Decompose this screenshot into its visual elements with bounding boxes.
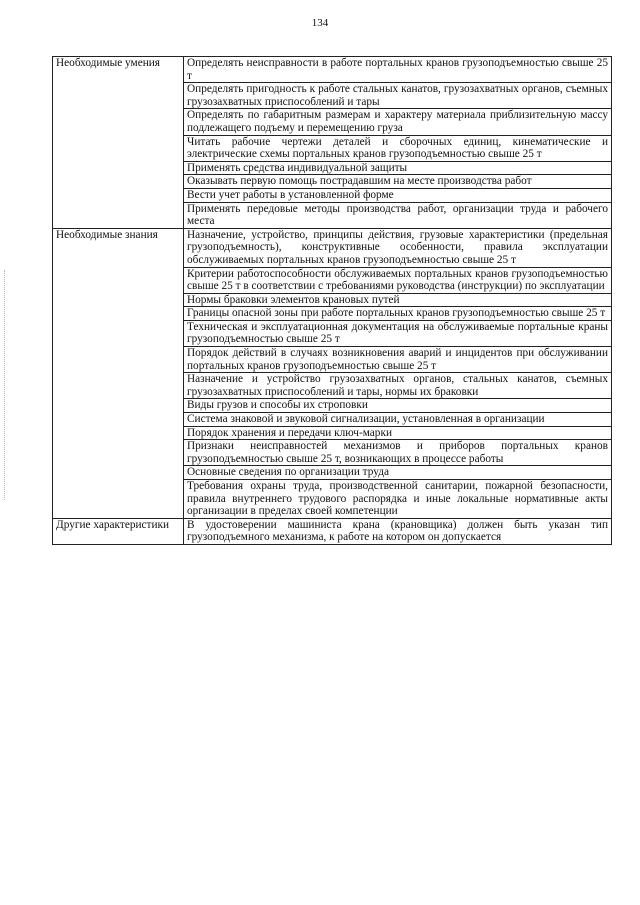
category-other-characteristics: Другие характеристики xyxy=(53,518,184,544)
requirement-item: Виды грузов и способы их строповки xyxy=(184,399,612,413)
scan-edge-mark xyxy=(4,270,6,500)
requirement-item: Применять передовые методы производства работ, организации труда и рабочего места xyxy=(184,202,612,228)
requirement-item: Читать рабочие чертежи деталей и сборочных единиц, кинематические и электрические схемы портальных кранов грузоподъемностью свыше 25 т xyxy=(184,135,612,161)
requirement-item: Назначение и устройство грузозахватных органов, стальных канатов, съемных грузозахватных приспособлений и тары, нормы их браковки xyxy=(184,373,612,399)
table-row xyxy=(53,518,612,544)
requirement-item: Признаки неисправностей механизмов и приборов портальных кранов грузоподъемностью свыше 25 т, возникающих в процессе работы xyxy=(184,440,612,466)
requirement-item: Определять по габаритным размерам и характеру материала приблизительную массу подлежащего подъему и перемещению груза xyxy=(184,109,612,135)
requirement-item: Границы опасной зоны при работе портальных кранов грузоподъемностью свыше 25 т xyxy=(184,307,612,321)
page-number: 134 xyxy=(311,17,329,29)
requirement-item: Порядок действий в случаях возникновения аварий и инцидентов при обслуживании портальных кранов грузоподъемностью свыше 25 т xyxy=(184,347,612,373)
requirement-item: Применять средства индивидуальной защиты xyxy=(184,161,612,175)
requirement-item: Оказывать первую помощь пострадавшим на месте производства работ xyxy=(184,175,612,189)
requirement-item: Требования охраны труда, производственной санитарии, пожарной безопасности, правила внутреннего трудового распорядка и иные локальные нормативные акты организации в пределах своей компетенции xyxy=(184,480,612,519)
requirement-item: В удостоверении машиниста крана (крановщика) должен быть указан тип грузоподъемного механизма, к работе на котором он допускается xyxy=(184,518,612,544)
requirement-item: Назначение, устройство, принципы действия, грузовые характеристики (предельная грузоподъемность), конструктивные особенности, правила эксплуатации обслуживаемых портальных кранов грузоподъемностью свыше 25 т xyxy=(184,228,612,267)
requirement-item: Определять неисправности в работе портальных кранов грузоподъемностью свыше 25 т xyxy=(184,57,612,83)
requirement-item: Основные сведения по организации труда xyxy=(184,466,612,480)
requirement-item: Нормы браковки элементов крановых путей xyxy=(184,293,612,307)
requirements-table xyxy=(52,56,612,545)
table-row xyxy=(53,57,612,83)
requirement-item: Система знаковой и звуковой сигнализации, установленная в организации xyxy=(184,413,612,427)
category-necessary-skills: Необходимые умения xyxy=(53,57,184,229)
requirement-item: Критерии работоспособности обслуживаемых портальных кранов грузоподъемностью свыше 25 т в соответствии с требованиями руководства (инструкции) по эксплуатации xyxy=(184,267,612,293)
requirements-table-body xyxy=(53,57,612,545)
requirement-item: Вести учет работы в установленной форме xyxy=(184,188,612,202)
requirement-item: Определять пригодность к работе стальных канатов, грузозахватных органов, съемных грузозахватных приспособлений и тары xyxy=(184,83,612,109)
category-necessary-knowledge: Необходимые знания xyxy=(53,228,184,518)
requirement-item: Техническая и эксплуатационная документация на обслуживаемые портальные краны грузоподъемностью свыше 25 т xyxy=(184,320,612,346)
table-row xyxy=(53,228,612,267)
requirement-item: Порядок хранения и передачи ключ-марки xyxy=(184,426,612,440)
